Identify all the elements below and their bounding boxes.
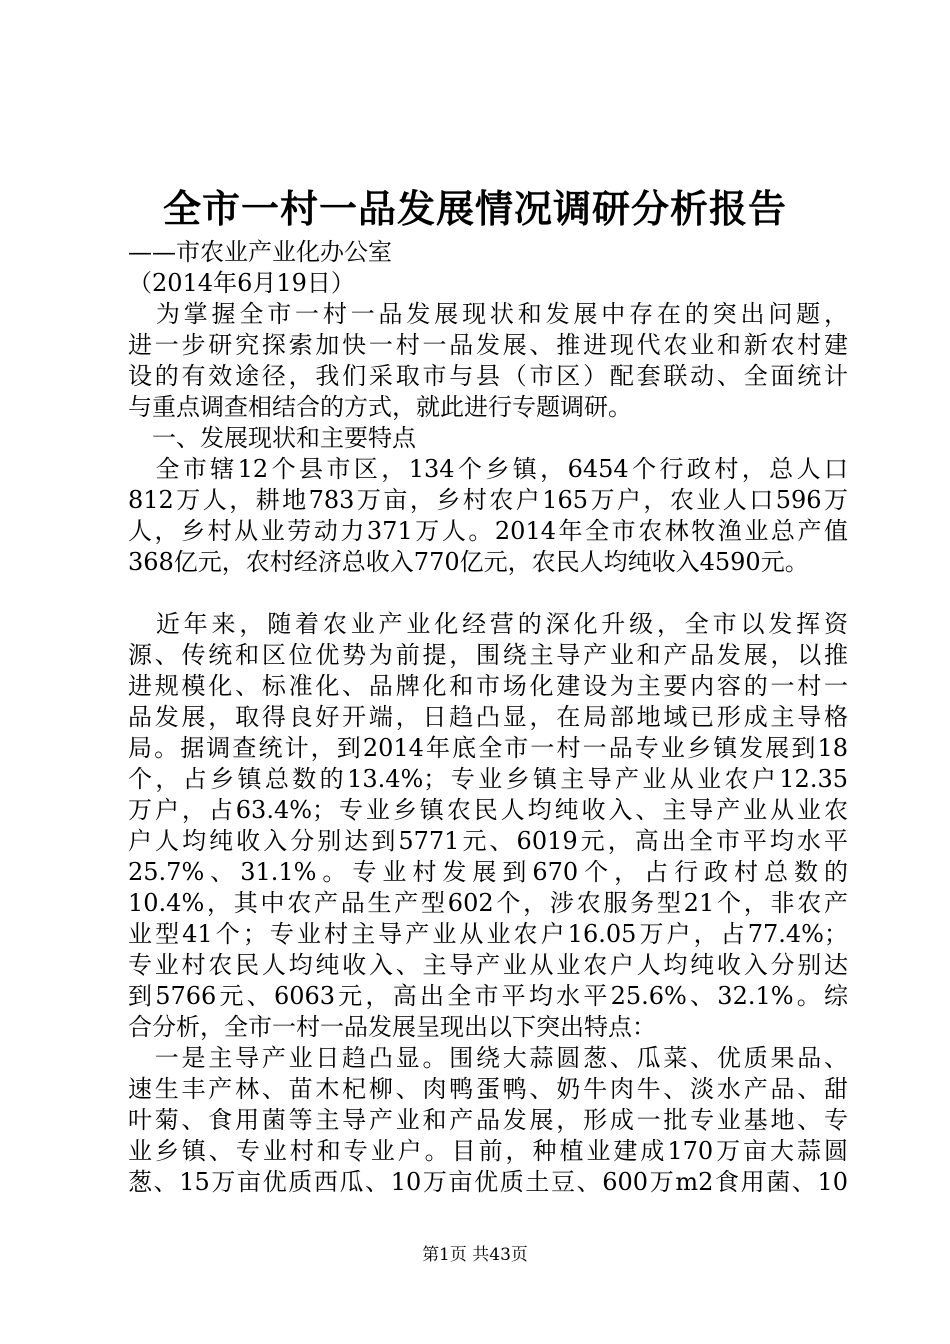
paragraph-line: 人，乡村从业劳动力371万人。2014年全市农林牧渔业总产值 [128, 517, 848, 545]
paragraph-line: 为掌握全市一村一品发展现状和发展中存在的突出问题， [128, 300, 848, 328]
report-date: （2014年6月19日） [128, 269, 355, 297]
paragraph-line: 一是主导产业日趋凸显。围绕大蒜圆葱、瓜菜、优质果品、 [128, 1044, 848, 1072]
document-title: 全市一村一品发展情况调研分析报告 [162, 186, 787, 231]
paragraph-line: 全市辖12个县市区，134个乡镇，6454个行政村，总人口 [128, 455, 848, 483]
paragraph-line: 万户，占63.4%；专业乡镇农民人均纯收入、主导产业从业农 [128, 796, 848, 824]
paragraph-line: 叶菊、食用菌等主导产业和产品发展，形成一批专业基地、专 [128, 1106, 848, 1134]
page-footer: 第1页 共43页 [422, 1245, 528, 1265]
paragraph-line: 10.4%，其中农产品生产型602个，涉农服务型21个，非农产 [128, 889, 848, 917]
paragraph-line: 户人均纯收入分别达到5771元、6019元，高出全市平均水平 [128, 827, 848, 855]
paragraph-line: 业乡镇、专业村和专业户。目前，种植业建成170万亩大蒜圆 [128, 1137, 848, 1165]
paragraph-line: 368亿元，农村经济总收入770亿元，农民人均纯收入4590元。 [128, 548, 809, 576]
section-heading: 一、发展现状和主要特点 [128, 424, 416, 452]
paragraph-line: 与重点调查相结合的方式，就此进行专题调研。 [128, 393, 632, 421]
paragraph-line: 近年来，随着农业产业化经营的深化升级，全市以发挥资 [128, 610, 848, 638]
paragraph-line: 葱、15万亩优质西瓜、10万亩优质土豆、600万m2食用菌、10 [128, 1168, 848, 1196]
paragraph-line: 进一步研究探索加快一村一品发展、推进现代农业和新农村建 [128, 331, 848, 359]
paragraph-line: 品发展，取得良好开端，日趋凸显，在局部地域已形成主导格 [128, 703, 848, 731]
paragraph-line: 局。据调查统计，到2014年底全市一村一品专业乡镇发展到18 [128, 734, 848, 762]
paragraph-line: 设的有效途径，我们采取市与县（市区）配套联动、全面统计 [128, 362, 848, 390]
paragraph-line: 源、传统和区位优势为前提，围绕主导产业和产品发展，以推 [128, 641, 848, 669]
paragraph-line: 合分析，全市一村一品发展呈现出以下突出特点： [128, 1013, 656, 1041]
byline: ——市农业产业化办公室 [128, 238, 392, 266]
paragraph-line: 25.7%、31.1%。专业村发展到670个，占行政村总数的 [128, 858, 848, 886]
paragraph-line: 速生丰产林、苗木杞柳、肉鸭蛋鸭、奶牛肉牛、淡水产品、甜 [128, 1075, 848, 1103]
paragraph-line: 专业村农民人均纯收入、主导产业从业农户人均纯收入分别达 [128, 951, 848, 979]
document-body [128, 237, 848, 1198]
paragraph-line: 812万人，耕地783万亩，乡村农户165万户，农业人口596万 [128, 486, 848, 514]
paragraph-line: 到5766元、6063元，高出全市平均水平25.6%、32.1%。综 [128, 982, 848, 1010]
paragraph-line: 业型41个；专业村主导产业从业农户16.05万户，占77.4%； [128, 920, 848, 948]
blank-line [128, 578, 848, 609]
paragraph-line: 个，占乡镇总数的13.4%；专业乡镇主导产业从业农户12.35 [128, 765, 848, 793]
paragraph-line: 进规模化、标准化、品牌化和市场化建设为主要内容的一村一 [128, 672, 848, 700]
